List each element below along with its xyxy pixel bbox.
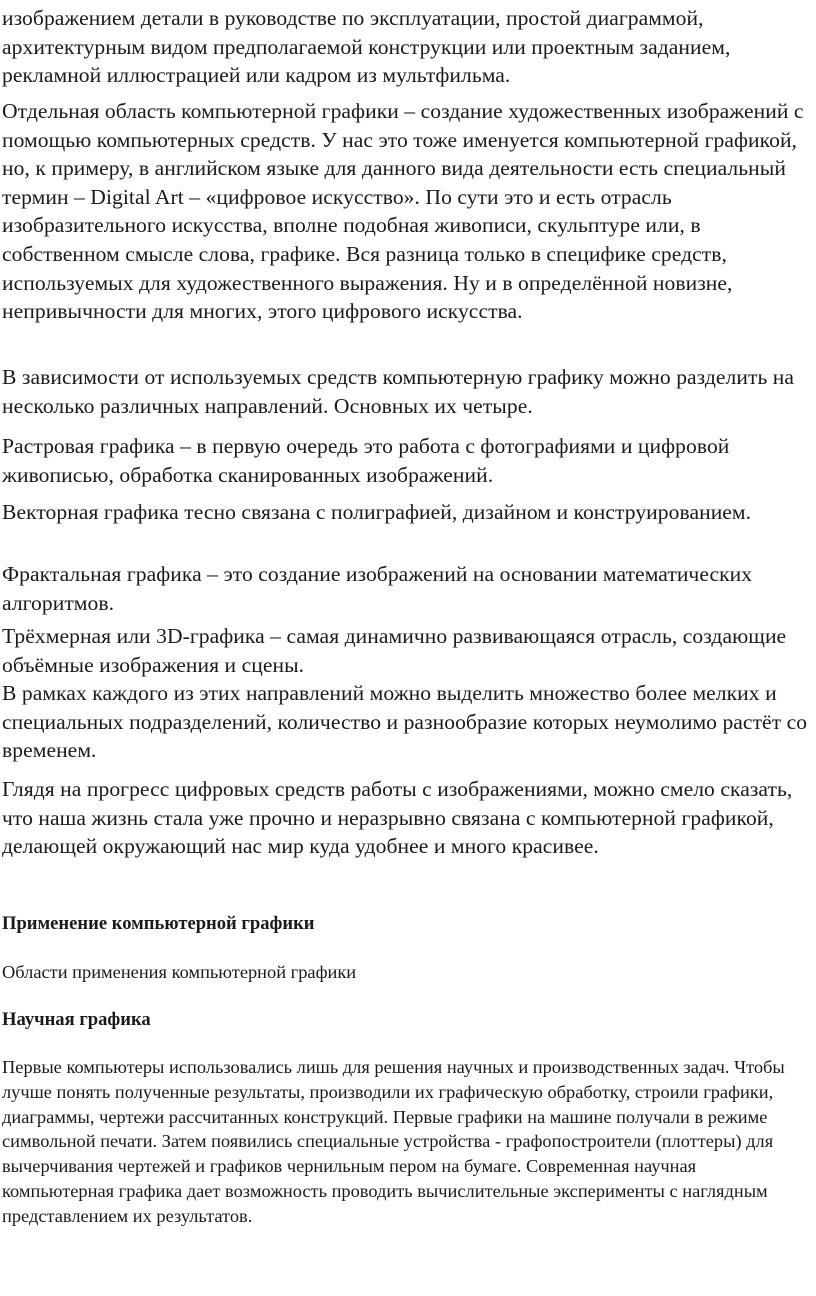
paragraph-intro-continuation: изображением детали в руководстве по эксплуатации, простой диаграммой, архитектурным видом предполагаемой конструкции или проектным заданием, рекламной иллюстрацией или кадром из мультфильма. <box>2 6 731 88</box>
paragraph-raster-graphics: Растровая графика – в первую очередь это работа с фотографиями и цифровой живописью, обработка сканированных изображений. <box>2 434 730 487</box>
paragraph-subdivisions: В рамках каждого из этих направлений можно выделить множество более мелких и специальных подразделений, количество и разнообразие которых неумолимо растёт со временем. <box>2 681 808 763</box>
paragraph-digital-art: Отдельная область компьютерной графики – создание художественных изображений с помощью компьютерных средств. У нас это тоже именуется компьютерной графикой, но, к примеру, в английском языке для данного вида деятельности есть специальный термин – Digital Art – «цифровое искусство». По сути это и есть отрасль изобразительного искусства, вполне подобная живописи, скульптуре или, в собственном смысле слова, графике. Вся разница только в специфике средств, используемых для художественного выражения. Ну и в определённой новизне, непривычности для многих, этого цифрового искусства. <box>2 99 804 324</box>
paragraph-science: Первые компьютеры использовались лишь для решения научных и производственных задач. Чтобы лучше понять полученные результаты, производили их графическую обработку, строили графики, диаграммы, чертежи рассчитанных конструкций. Первые графики на машине получали в режиме символьной печати. Затем появились специальные устройства - графопостроители (плоттеры) для вычерчивания чертежей и графиков чернильным пером на бумаге. Современная научная компьютерная графика дает возможность проводить вычислительные эксперименты с наглядным представлением их результатов. <box>2 1057 785 1226</box>
heading-application: Применение компьютерной графики <box>2 913 315 934</box>
paragraph-fractal-graphics: Фрактальная графика – это создание изображений на основании математических алгоритмов. <box>2 562 753 615</box>
subtitle-areas: Области применения компьютерной графики <box>2 962 357 982</box>
paragraph-3d-graphics: Трёхмерная или 3D-графика – самая динамично развивающаяся отрасль, создающие объёмные изображения и сцены. <box>2 624 787 677</box>
heading-science: Научная графика <box>2 1009 151 1030</box>
paragraph-conclusion: Глядя на прогресс цифровых средств работы с изображениями, можно смело сказать, что наша жизнь стала уже прочно и неразрывно связана с компьютерной графикой, делающей окружающий нас мир куда удобнее и много красивее. <box>2 777 793 859</box>
paragraph-vector-graphics: Векторная графика тесно связана с полиграфией, дизайном и конструированием. <box>2 500 752 524</box>
paragraph-directions: В зависимости от используемых средств компьютерную графику можно разделить на несколько различных направлений. Основных их четыре. <box>2 365 795 418</box>
